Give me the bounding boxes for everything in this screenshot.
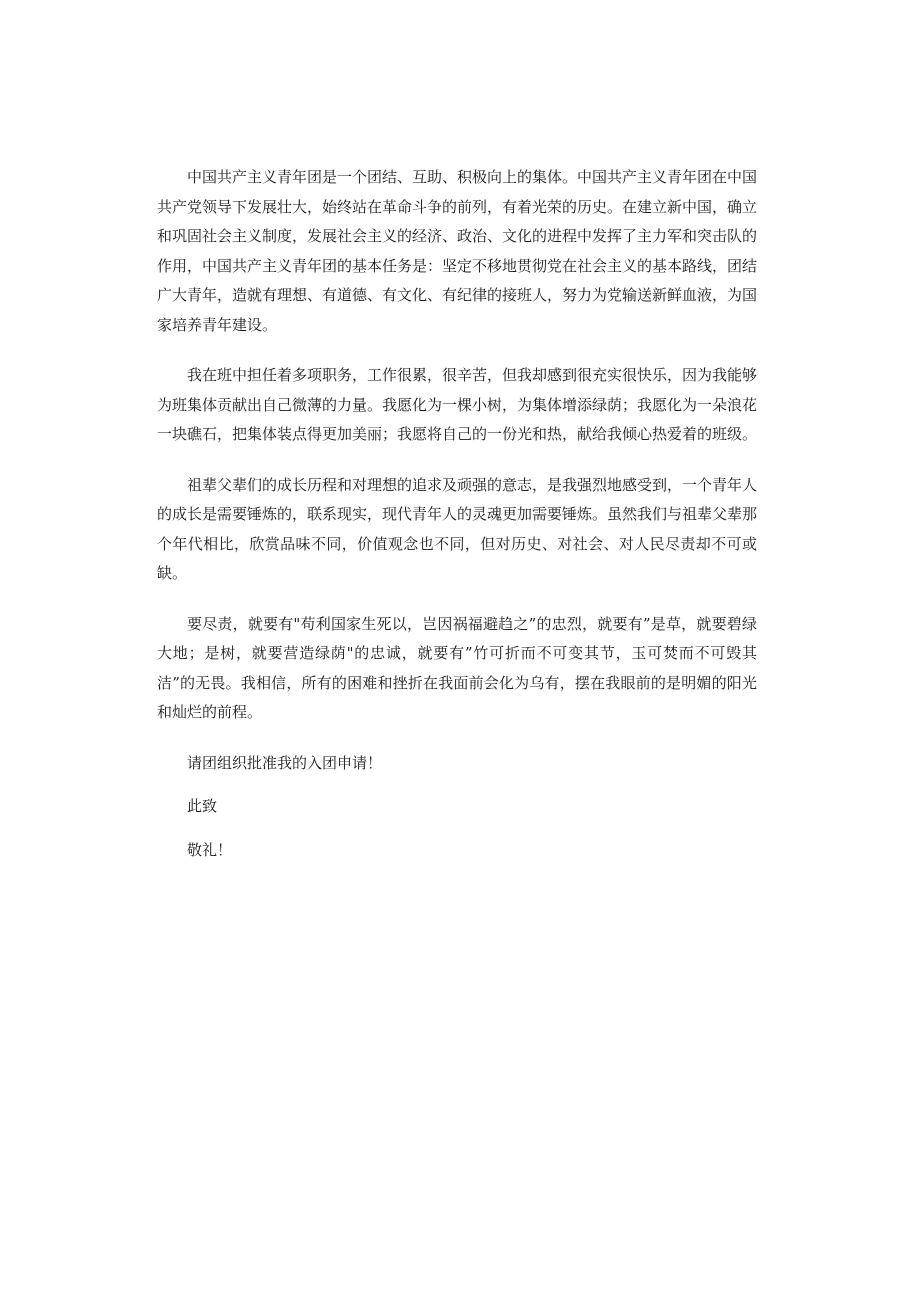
salute-line: 敬礼！ [187, 840, 233, 859]
paragraph-class-duties: 我在班中担任着多项职务，工作很累，很辛苦，但我却感到很充实很快乐，因为我能够为班集体贡献出自己微薄的力量。我愿化为一棵小树，为集体增添绿荫；我愿化为一朵浪花一块礁石，把集体装点得更加美丽；我愿将自己的一份光和热，献给我倾心热爱着的班级。 [157, 366, 758, 443]
paragraph-intro: 中国共产主义青年团是一个团结、互助、积极向上的集体。中国共产主义青年团在中国共产党领导下发展壮大，始终站在革命斗争的前列，有着光荣的历史。在建立新中国，确立和巩固社会主义制度，发展社会主义的经济、政治、文化的进程中发挥了主力军和突击队的作用，中国共产主义青年团的基本任务是：坚定不移地贯彻党在社会主义的基本路线，团结广大青年，造就有理想、有道德、有文化、有纪律的接班人，努力为党输送新鲜血液，为国家培养青年建设。 [157, 168, 758, 334]
closing-line: 此致 [187, 797, 218, 815]
paragraph-responsibility: 要尽责，就要有"苟利国家生死以，岂因祸福避趋之”的忠烈，就要有”是草，就要碧绿大地；是树，就要营造绿荫"的忠诚，就要有”竹可折而不可变其节，玉可焚而不可毁其洁”的无畏。我相信，所有的困难和挫折在我面前会化为乌有，摆在我眼前的是明媚的阳光和灿烂的前程。 [157, 614, 757, 721]
request-line: 请团组织批准我的入团申请！ [187, 753, 383, 772]
paragraph-ancestors: 祖辈父辈们的成长历程和对理想的追求及顽强的意志，是我强烈地感受到，一个青年人的成长是需要锤炼的，联系现实，现代青年人的灵魂更加需要锤炼。虽然我们与祖辈父辈那个年代相比，欣赏品味不同，价值观念也不同，但对历史、对社会、对人民尽责却不可或缺。 [157, 475, 758, 582]
document-body [157, 163, 757, 879]
